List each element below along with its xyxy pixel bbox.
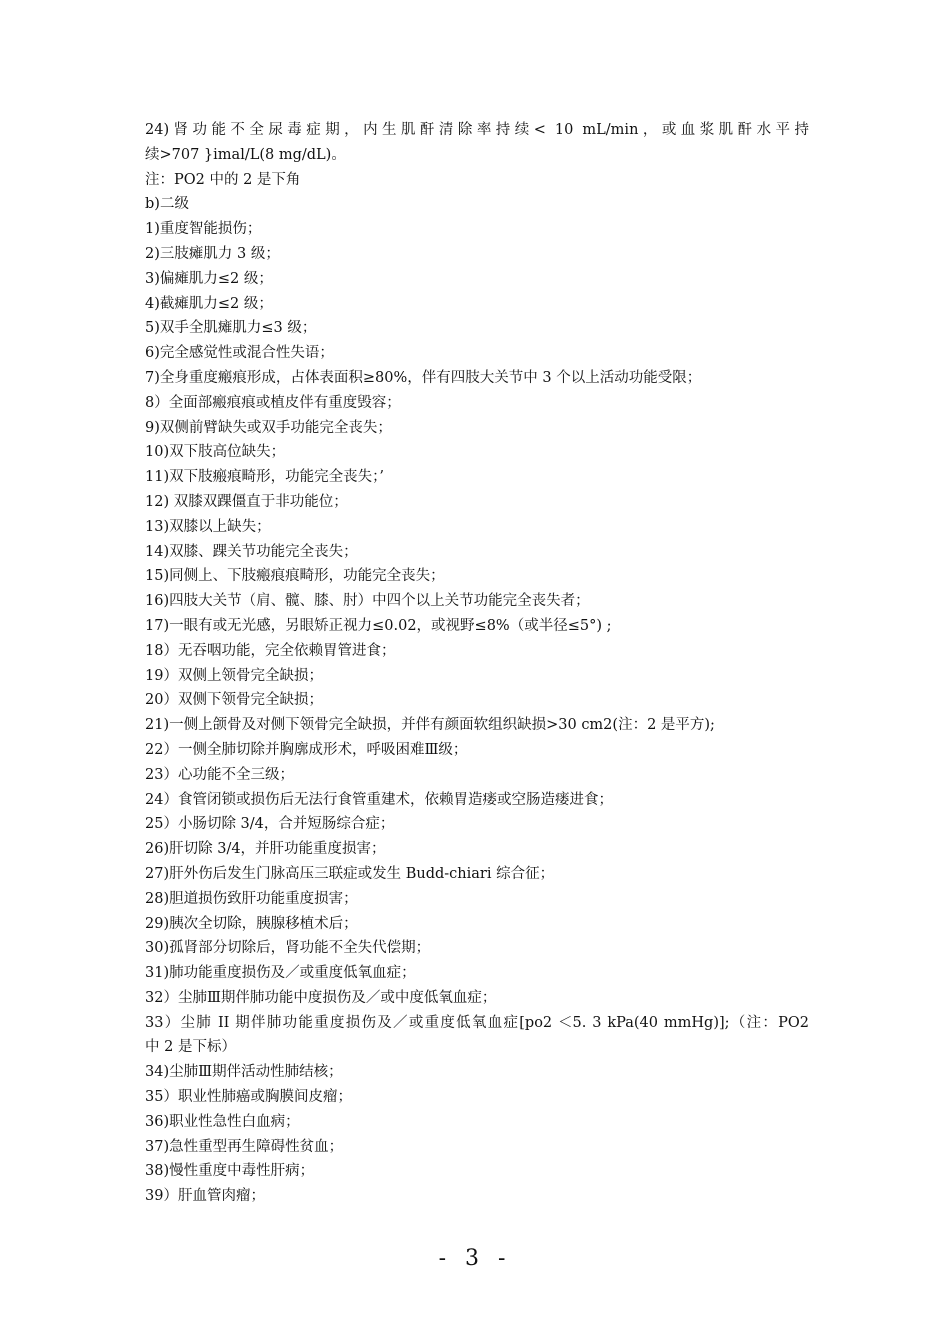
list-item: 38)慢性重度中毒性肝病；: [145, 1163, 315, 1180]
list-item: 34)尘肺Ⅲ期伴活动性肺结核；: [145, 1064, 343, 1081]
text-line: 24)肾功能不全尿毒症期，内生肌酐清除率持续< 10 mL/min，或血浆肌酐水平持: [145, 122, 809, 138]
list-item: 8）全面部瘢痕痕或植皮伴有重度毁容；: [145, 394, 401, 411]
list-item: 5)双手全肌瘫肌力≤3 级；: [145, 320, 317, 337]
section-heading: b)二级: [145, 196, 189, 213]
page-number: - 3 -: [438, 1246, 512, 1271]
list-item: 21)一侧上颌骨及对侧下领骨完全缺损，并伴有颜面软组织缺损>30 cm2(注：2 是平方);: [145, 717, 715, 734]
list-item: 22）一侧全肺切除并胸廓成形术，呼吸困难Ⅲ级；: [145, 741, 468, 758]
document-body: [145, 118, 809, 1209]
list-item: 12) 双膝双踝僵直于非功能位；: [145, 493, 348, 510]
list-item: 2)三肢瘫肌力 3 级；: [145, 245, 280, 262]
list-item: 24）食管闭锁或损伤后无法行食管重建术，依赖胃造瘘或空肠造瘘进食；: [145, 791, 613, 808]
list-item: 39）肝血管肉瘤；: [145, 1188, 265, 1205]
list-item: 37)急性重型再生障碍性贫血；: [145, 1138, 344, 1155]
list-item: 17)一眼有或无光感，另眼矫正视力≤0.02，或视野≤8%（或半径≤5°) ;: [145, 617, 612, 634]
text-line: 续>707 }imal/L(8 mg/dL)。: [145, 146, 346, 163]
list-item: 28)胆道损伤致肝功能重度损害；: [145, 890, 358, 907]
list-item: 23）心功能不全三级；: [145, 766, 294, 783]
list-item: 25）小肠切除 3/4，合并短肠综合症；: [145, 816, 395, 833]
list-item: 1)重度智能损伤；: [145, 221, 262, 238]
list-item: 10)双下肢高位缺失；: [145, 444, 286, 461]
list-item: 13)双膝以上缺失；: [145, 518, 271, 535]
list-item: 36)职业性急性白血病；: [145, 1113, 300, 1130]
list-item: 20）双侧下领骨完全缺损；: [145, 692, 323, 709]
list-item: 31)肺功能重度损伤及／或重度低氧血症；: [145, 965, 416, 982]
list-item: 27)肝外伤后发生门脉高压三联症或发生 Budd-chiari 综合征；: [145, 865, 555, 882]
list-item: 29)胰次全切除，胰腺移植术后；: [145, 915, 358, 932]
text-line: 中 2 是下标）: [145, 1039, 236, 1056]
list-item: 19）双侧上领骨完全缺损；: [145, 667, 323, 684]
list-item: 16)四肢大关节（肩、髋、膝、肘）中四个以上关节功能完全丧失者；: [145, 593, 590, 610]
list-item: 32）尘肺Ⅲ期伴肺功能中度损伤及／或中度低氧血症；: [145, 989, 497, 1006]
list-item: 14)双膝、踝关节功能完全丧失；: [145, 543, 358, 560]
list-item: 18）无吞咽功能，完全依赖胃管进食；: [145, 642, 396, 659]
list-item: 11)双下肢瘢痕畸形，功能完全丧失；’: [145, 469, 384, 486]
list-item: 15)同侧上、下肢瘢痕痕畸形，功能完全丧失；: [145, 568, 445, 585]
list-item: 4)截瘫肌力≤2 级；: [145, 295, 273, 312]
list-item: 6)完全感觉性或混合性失语；: [145, 345, 334, 362]
list-item: 7)全身重度瘢痕形成，占体表面积≥80%，伴有四肢大关节中 3 个以上活动功能受限；: [145, 369, 702, 386]
list-item: 35）职业性肺癌或胸膜间皮瘤；: [145, 1089, 352, 1106]
list-item: 33）尘肺 II 期伴肺功能重度损伤及／或重度低氧血症[po2 ＜5. 3 kPa(40 mmHg)];（注：PO2: [145, 1014, 809, 1031]
list-item: 9)双侧前臂缺失或双手功能完全丧失；: [145, 419, 392, 436]
list-item: 26)肝切除 3/4，并肝功能重度损害；: [145, 841, 386, 858]
text-line: 注：PO2 中的 2 是下角: [145, 171, 301, 188]
list-item: 3)偏瘫肌力≤2 级；: [145, 270, 273, 287]
list-item: 30)孤肾部分切除后，肾功能不全失代偿期；: [145, 940, 431, 957]
